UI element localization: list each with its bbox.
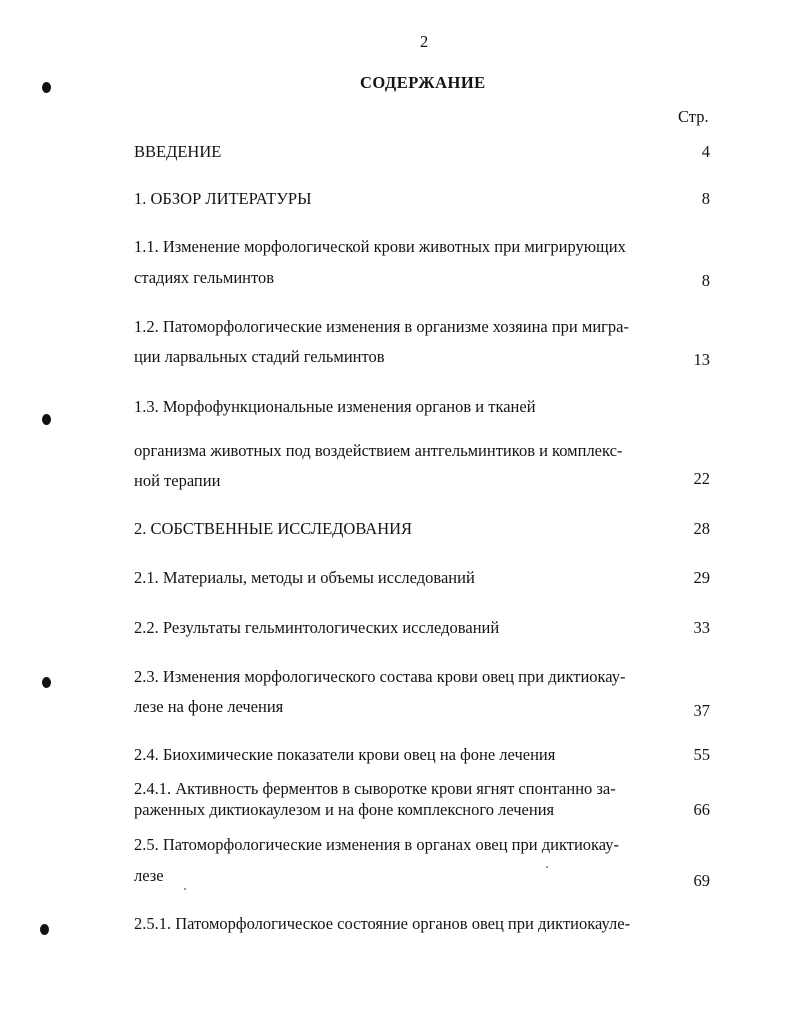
page-title: СОДЕРЖАНИЕ: [360, 73, 486, 92]
toc-page-number: 37: [693, 701, 710, 720]
toc-page-number: 4: [701, 142, 710, 161]
scan-speck: [546, 866, 548, 868]
toc-entry-continuation: лезе: [134, 866, 164, 885]
toc-entry: 2.4.1. Активность ферментов в сыворотке крови ягнят спонтанно за-: [134, 779, 616, 798]
page-number: 2: [420, 32, 429, 51]
binder-hole-2: [42, 414, 51, 425]
toc-page-number: 22: [693, 469, 710, 488]
toc-page-number: 8: [701, 189, 710, 208]
toc-page-number: 33: [693, 618, 710, 637]
toc-entry-continuation: стадиях гельминтов: [134, 268, 275, 287]
binder-hole-4: [40, 924, 49, 935]
toc-page-number: 55: [693, 745, 710, 764]
toc-page-number: 13: [693, 350, 710, 369]
toc-entry-continuation: раженных диктиокаулезом и на фоне комплексного лечения: [134, 800, 555, 819]
toc-page-number: 66: [693, 800, 710, 819]
binder-hole-1: [42, 82, 51, 93]
toc-entry: 2.5. Патоморфологические изменения в органах овец при диктиокау-: [134, 835, 620, 854]
toc-entry: 2.1. Материалы, методы и объемы исследований: [134, 568, 475, 587]
toc-entry: 1. ОБЗОР ЛИТЕРАТУРЫ: [134, 189, 312, 208]
page-column-label: Стр.: [678, 107, 709, 126]
toc-entry: 1.3. Морфофункциональные изменения органов и тканей: [134, 397, 536, 416]
toc-entry: 2.3. Изменения морфологического состава крови овец при диктиокау-: [134, 667, 626, 686]
scan-speck: [184, 888, 186, 890]
toc-page-number: 28: [693, 519, 710, 538]
toc-entry: ВВЕДЕНИЕ: [134, 142, 222, 161]
binder-hole-3: [42, 677, 51, 688]
toc-entry: 1.2. Патоморфологические изменения в организме хозяина при мигра-: [134, 317, 629, 336]
toc-entry-continuation: ной терапии: [134, 471, 221, 490]
toc-entry: 2. СОБСТВЕННЫЕ ИССЛЕДОВАНИЯ: [134, 519, 413, 538]
toc-entry-continuation: ции ларвальных стадий гельминтов: [134, 347, 385, 366]
toc-entry-continuation: лезе на фоне лечения: [134, 697, 284, 716]
toc-page-number: 29: [693, 568, 710, 587]
toc-page-number: 8: [701, 271, 710, 290]
toc-entry: 2.4. Биохимические показатели крови овец на фоне лечения: [134, 745, 556, 764]
toc-entry-continuation: организма животных под воздействием антгельминтиков и комплекс-: [134, 441, 623, 460]
toc-page-number: 69: [693, 871, 710, 890]
toc-entry: 2.2. Результаты гельминтологических исследований: [134, 618, 500, 637]
toc-entry: 2.5.1. Патоморфологическое состояние органов овец при диктиокауле-: [134, 914, 631, 933]
toc-entry: 1.1. Изменение морфологической крови животных при мигрирующих: [134, 237, 626, 256]
